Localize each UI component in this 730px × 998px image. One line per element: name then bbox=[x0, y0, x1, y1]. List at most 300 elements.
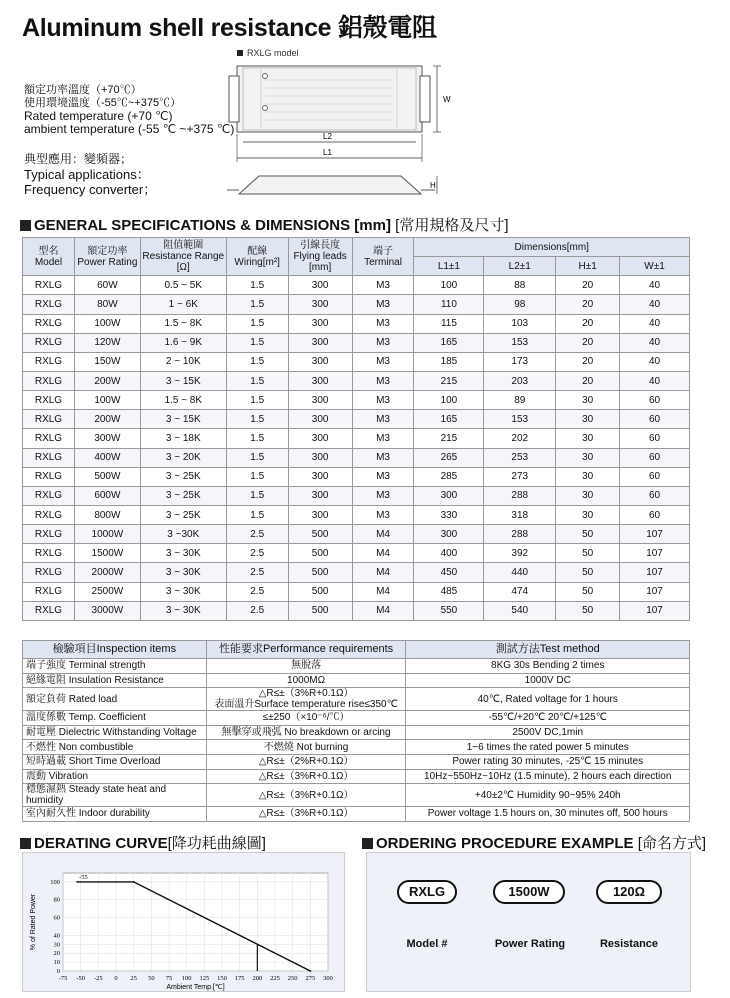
cell-terminal: M3 bbox=[352, 448, 414, 467]
x-tick-label: 25 bbox=[130, 975, 137, 982]
cell-terminal: M4 bbox=[352, 525, 414, 544]
table-row bbox=[23, 601, 690, 620]
cell-inspection-item: 不燃性 Non combustible bbox=[23, 740, 207, 755]
cell-requirement: 無擊穿或飛弧 No breakdown or arcing bbox=[206, 725, 406, 740]
order-model-value: RXLG bbox=[397, 880, 457, 904]
cell-leads: 500 bbox=[288, 601, 352, 620]
col-power-header: 額定功率 Power Rating bbox=[74, 238, 140, 276]
cell-model: RXLG bbox=[23, 295, 75, 314]
cell-resistance: 3 ~ 25K bbox=[140, 467, 226, 486]
cell-power: 800W bbox=[74, 505, 140, 524]
cell-wiring: 1.5 bbox=[226, 486, 288, 505]
table-row bbox=[23, 582, 690, 601]
table-row bbox=[23, 725, 690, 740]
cell-resistance: 3 ~ 25K bbox=[140, 486, 226, 505]
cell-requirement: ≤±250（×10⁻⁶/℃） bbox=[206, 711, 406, 726]
cell-requirement bbox=[206, 688, 406, 711]
dim-l1-label: L1 bbox=[323, 148, 332, 157]
y-tick-label: 80 bbox=[53, 896, 60, 904]
y-tick-label: 10 bbox=[53, 959, 60, 967]
table-row bbox=[23, 467, 690, 486]
table-row bbox=[23, 276, 690, 295]
cell-l2: 253 bbox=[484, 448, 556, 467]
cell-test-method: 40℃, Rated voltage for 1 hours bbox=[406, 688, 690, 711]
cell-power: 3000W bbox=[74, 601, 140, 620]
table-row bbox=[23, 711, 690, 726]
cell-leads: 300 bbox=[288, 352, 352, 371]
order-power-label: Power Rating bbox=[494, 938, 566, 950]
cell-inspection-item: 耐電壓 Dielectric Withstanding Voltage bbox=[23, 725, 207, 740]
test-method-header: 測試方法Test method bbox=[406, 641, 690, 659]
col-dimensions-header: Dimensions[mm] bbox=[414, 238, 690, 257]
table-row bbox=[23, 673, 690, 688]
cell-requirement: 1000MΩ bbox=[206, 673, 406, 688]
inspection-items-header: 檢驗項目Inspection items bbox=[23, 641, 207, 659]
y-tick-label: 40 bbox=[53, 932, 60, 940]
cell-wiring: 1.5 bbox=[226, 352, 288, 371]
spec-table bbox=[22, 237, 690, 621]
cell-leads: 300 bbox=[288, 276, 352, 295]
table-row bbox=[23, 505, 690, 524]
ordering-panel bbox=[366, 852, 691, 992]
table-row bbox=[23, 371, 690, 390]
cell-w: 60 bbox=[620, 410, 690, 429]
cell-resistance: 3 ~ 30K bbox=[140, 563, 226, 582]
cell-wiring: 2.5 bbox=[226, 582, 288, 601]
x-tick-label: 200 bbox=[252, 975, 263, 982]
cell-power: 400W bbox=[74, 448, 140, 467]
cell-l1: 400 bbox=[414, 544, 484, 563]
cell-model: RXLG bbox=[23, 371, 75, 390]
cell-l2: 153 bbox=[484, 333, 556, 352]
x-tick-label: 0 bbox=[114, 975, 118, 982]
applications-block bbox=[24, 152, 156, 197]
cell-l1: 300 bbox=[414, 525, 484, 544]
cell-l1: 215 bbox=[414, 371, 484, 390]
rating-line: Rated temperature (+70 ℃) bbox=[24, 109, 173, 123]
cell-power: 2500W bbox=[74, 582, 140, 601]
derating-chart-panel bbox=[22, 852, 345, 992]
specs-heading: GENERAL SPECIFICATIONS & DIMENSIONS [mm] [常用規格及尺寸] bbox=[20, 214, 509, 235]
cell-leads: 300 bbox=[288, 333, 352, 352]
cell-inspection-item: 溫度係數 Temp. Coefficient bbox=[23, 711, 207, 726]
cell-terminal: M3 bbox=[352, 391, 414, 410]
y-axis-label: % of Rated Power bbox=[30, 893, 37, 951]
application-line: 典型應用：變頻器； bbox=[24, 152, 133, 166]
plot-area bbox=[63, 873, 328, 971]
cell-h: 30 bbox=[556, 486, 620, 505]
table-row bbox=[23, 429, 690, 448]
order-model-label: Model # bbox=[406, 938, 448, 950]
cell-model: RXLG bbox=[23, 352, 75, 371]
cell-terminal: M3 bbox=[352, 410, 414, 429]
bullet-square-icon bbox=[237, 50, 243, 56]
cell-resistance: 1 ~ 6K bbox=[140, 295, 226, 314]
cell-h: 20 bbox=[556, 352, 620, 371]
cell-w: 107 bbox=[620, 525, 690, 544]
cell-l2: 440 bbox=[484, 563, 556, 582]
table-row bbox=[23, 295, 690, 314]
dim-w-label: W bbox=[443, 95, 451, 104]
cell-leads: 300 bbox=[288, 505, 352, 524]
cell-h: 30 bbox=[556, 448, 620, 467]
table-row bbox=[23, 563, 690, 582]
cell-l2: 153 bbox=[484, 410, 556, 429]
cell-test-method: Power voltage 1.5 hours on, 30 minutes off, 500 hours bbox=[406, 807, 690, 822]
cell-l2: 88 bbox=[484, 276, 556, 295]
col-model-header: 型名 Model bbox=[23, 238, 75, 276]
cell-leads: 300 bbox=[288, 429, 352, 448]
application-line: Typical applications： bbox=[24, 167, 150, 182]
cell-power: 100W bbox=[74, 391, 140, 410]
cell-leads: 300 bbox=[288, 295, 352, 314]
cell-terminal: M4 bbox=[352, 544, 414, 563]
annotation-label: -55 bbox=[79, 873, 88, 881]
cell-model: RXLG bbox=[23, 333, 75, 352]
cell-requirement: △R≤±（3%R+0.1Ω） bbox=[206, 807, 406, 822]
cell-leads: 500 bbox=[288, 582, 352, 601]
cell-test-method: 8KG 30s Bending 2 times bbox=[406, 659, 690, 674]
cell-power: 80W bbox=[74, 295, 140, 314]
cell-wiring: 1.5 bbox=[226, 467, 288, 486]
y-tick-label: 60 bbox=[53, 914, 60, 922]
dim-h-label: H bbox=[430, 181, 436, 190]
performance-table bbox=[22, 640, 690, 822]
cell-w: 60 bbox=[620, 467, 690, 486]
dim-l2-label: L2 bbox=[323, 132, 332, 141]
cell-leads: 500 bbox=[288, 525, 352, 544]
cell-wiring: 1.5 bbox=[226, 276, 288, 295]
cell-model: RXLG bbox=[23, 505, 75, 524]
y-tick-label: 30 bbox=[53, 941, 60, 949]
cell-l1: 550 bbox=[414, 601, 484, 620]
cell-l2: 98 bbox=[484, 295, 556, 314]
cell-w: 60 bbox=[620, 486, 690, 505]
cell-w: 60 bbox=[620, 391, 690, 410]
rating-line: 額定功率溫度（+70℃） bbox=[24, 84, 142, 96]
cell-model: RXLG bbox=[23, 448, 75, 467]
cell-test-method: Power rating 30 minutes, -25℃ 15 minutes bbox=[406, 754, 690, 769]
performance-req-header: 性能要求Performance requirements bbox=[206, 641, 406, 659]
cell-power: 1000W bbox=[74, 525, 140, 544]
cell-terminal: M3 bbox=[352, 467, 414, 486]
x-axis-label: Ambient Temp.[℃] bbox=[166, 984, 225, 991]
series-point bbox=[76, 881, 78, 883]
cell-leads: 300 bbox=[288, 391, 352, 410]
table-row bbox=[23, 740, 690, 755]
cell-model: RXLG bbox=[23, 391, 75, 410]
cell-w: 107 bbox=[620, 544, 690, 563]
cell-terminal: M3 bbox=[352, 333, 414, 352]
x-tick-label: 300 bbox=[323, 975, 333, 982]
cell-w: 40 bbox=[620, 333, 690, 352]
cell-power: 200W bbox=[74, 371, 140, 390]
cell-h: 20 bbox=[556, 314, 620, 333]
cell-l2: 474 bbox=[484, 582, 556, 601]
order-resistance-value: 120Ω bbox=[596, 880, 662, 904]
x-tick-label: -50 bbox=[76, 975, 86, 982]
cell-test-method: 1~6 times the rated power 5 minutes bbox=[406, 740, 690, 755]
cell-resistance: 1.6 ~ 9K bbox=[140, 333, 226, 352]
cell-leads: 300 bbox=[288, 467, 352, 486]
cell-power: 500W bbox=[74, 467, 140, 486]
col-leads-header: 引線長度 Flying leads [mm] bbox=[288, 238, 352, 276]
cell-power: 300W bbox=[74, 429, 140, 448]
cell-l2: 89 bbox=[484, 391, 556, 410]
cell-resistance: 0.5 ~ 5K bbox=[140, 276, 226, 295]
cell-wiring: 2.5 bbox=[226, 525, 288, 544]
heading-square-icon bbox=[362, 838, 373, 849]
cell-resistance: 3 ~ 30K bbox=[140, 544, 226, 563]
cell-l1: 215 bbox=[414, 429, 484, 448]
cell-resistance: 3 ~ 18K bbox=[140, 429, 226, 448]
page-title: Aluminum shell resistance 鋁殼電阻 bbox=[22, 14, 437, 42]
cell-terminal: M3 bbox=[352, 371, 414, 390]
cell-l2: 173 bbox=[484, 352, 556, 371]
cell-l1: 100 bbox=[414, 391, 484, 410]
col-w-header: W±1 bbox=[620, 257, 690, 276]
cell-power: 150W bbox=[74, 352, 140, 371]
cell-h: 30 bbox=[556, 391, 620, 410]
cell-terminal: M3 bbox=[352, 276, 414, 295]
col-resistance-header: 阻值範圍 Resistance Range [Ω] bbox=[140, 238, 226, 276]
cell-w: 40 bbox=[620, 295, 690, 314]
cell-model: RXLG bbox=[23, 314, 75, 333]
cell-l2: 273 bbox=[484, 467, 556, 486]
cell-requirement: △R≤±（2%R+0.1Ω） bbox=[206, 754, 406, 769]
cell-power: 120W bbox=[74, 333, 140, 352]
cell-test-method: -55℃/+20℃ 20℃/+125℃ bbox=[406, 711, 690, 726]
application-line: Frequency converter； bbox=[24, 182, 157, 197]
table-row bbox=[23, 448, 690, 467]
cell-resistance: 3 ~ 30K bbox=[140, 601, 226, 620]
derating-heading: DERATING CURVE[降功耗曲線圖] bbox=[20, 832, 266, 853]
table-row bbox=[23, 352, 690, 371]
table-row bbox=[23, 807, 690, 822]
cell-w: 40 bbox=[620, 276, 690, 295]
cell-resistance: 3 ~ 25K bbox=[140, 505, 226, 524]
cell-l2: 540 bbox=[484, 601, 556, 620]
cell-resistance: 3 ~ 30K bbox=[140, 582, 226, 601]
cell-h: 20 bbox=[556, 295, 620, 314]
x-tick-label: 250 bbox=[287, 975, 298, 982]
model-label-text: RXLG model bbox=[247, 48, 299, 58]
cell-l1: 330 bbox=[414, 505, 484, 524]
cell-model: RXLG bbox=[23, 276, 75, 295]
cell-inspection-item: 室內耐久性 Indoor durability bbox=[23, 807, 207, 822]
cell-power: 1500W bbox=[74, 544, 140, 563]
table-row bbox=[23, 314, 690, 333]
cell-resistance: 2 ~ 10K bbox=[140, 352, 226, 371]
cell-w: 40 bbox=[620, 371, 690, 390]
cell-leads: 300 bbox=[288, 371, 352, 390]
cell-l2: 318 bbox=[484, 505, 556, 524]
col-h-header: H±1 bbox=[556, 257, 620, 276]
y-tick-label: 100 bbox=[50, 878, 60, 886]
cell-wiring: 1.5 bbox=[226, 448, 288, 467]
cell-model: RXLG bbox=[23, 429, 75, 448]
cell-l1: 300 bbox=[414, 486, 484, 505]
cell-l2: 203 bbox=[484, 371, 556, 390]
table-row bbox=[23, 525, 690, 544]
col-wiring-header: 配線 Wiring[m²] bbox=[226, 238, 288, 276]
x-tick-label: 225 bbox=[270, 975, 280, 982]
cell-inspection-item: 額定負荷 Rated load bbox=[23, 688, 207, 711]
cell-h: 20 bbox=[556, 371, 620, 390]
cell-terminal: M3 bbox=[352, 295, 414, 314]
cell-model: RXLG bbox=[23, 486, 75, 505]
cell-wiring: 2.5 bbox=[226, 544, 288, 563]
table-row bbox=[23, 544, 690, 563]
cell-line: △R≤±（3%R+0.1Ω） bbox=[258, 688, 354, 700]
cell-requirement: 不燃燒 Not burning bbox=[206, 740, 406, 755]
cell-test-method: 2500V DC,1min bbox=[406, 725, 690, 740]
cell-l2: 103 bbox=[484, 314, 556, 333]
cell-h: 30 bbox=[556, 467, 620, 486]
heading-square-icon bbox=[20, 220, 31, 231]
order-resistance-label: Resistance bbox=[599, 938, 659, 950]
ordering-heading: ORDERING PROCEDURE EXAMPLE [命名方式] bbox=[362, 832, 706, 853]
cell-model: RXLG bbox=[23, 410, 75, 429]
cell-resistance: 3 ~ 15K bbox=[140, 371, 226, 390]
cell-power: 60W bbox=[74, 276, 140, 295]
cell-w: 107 bbox=[620, 563, 690, 582]
cell-terminal: M3 bbox=[352, 314, 414, 333]
cell-inspection-item: 穩態濕熱 Steady state heat and humidity bbox=[23, 784, 207, 807]
cell-l1: 265 bbox=[414, 448, 484, 467]
cell-requirement: △R≤±（3%R+0.1Ω） bbox=[206, 769, 406, 784]
cell-wiring: 1.5 bbox=[226, 410, 288, 429]
model-drawing-label bbox=[237, 48, 299, 58]
cell-power: 200W bbox=[74, 410, 140, 429]
cell-inspection-item: 震動 Vibration bbox=[23, 769, 207, 784]
cell-leads: 500 bbox=[288, 563, 352, 582]
cell-l2: 288 bbox=[484, 525, 556, 544]
cell-l1: 100 bbox=[414, 276, 484, 295]
cell-h: 50 bbox=[556, 544, 620, 563]
table-row bbox=[23, 769, 690, 784]
cell-terminal: M3 bbox=[352, 429, 414, 448]
y-tick-label: 0 bbox=[56, 968, 60, 975]
cell-w: 107 bbox=[620, 601, 690, 620]
cell-l2: 202 bbox=[484, 429, 556, 448]
cell-inspection-item: 絕緣電阻 Insulation Resistance bbox=[23, 673, 207, 688]
cell-resistance: 3 ~ 20K bbox=[140, 448, 226, 467]
cell-power: 100W bbox=[74, 314, 140, 333]
cell-model: RXLG bbox=[23, 582, 75, 601]
cell-requirement: △R≤±（3%R+0.1Ω） bbox=[206, 784, 406, 807]
rating-line: 使用環境溫度（-55℃~+375℃） bbox=[24, 97, 182, 109]
cell-test-method: 1000V DC bbox=[406, 673, 690, 688]
cell-leads: 300 bbox=[288, 448, 352, 467]
cell-wiring: 1.5 bbox=[226, 333, 288, 352]
y-tick-label: 20 bbox=[53, 950, 60, 958]
cell-leads: 300 bbox=[288, 486, 352, 505]
cell-w: 107 bbox=[620, 582, 690, 601]
derating-chart bbox=[23, 853, 344, 991]
cell-model: RXLG bbox=[23, 544, 75, 563]
x-tick-label: 175 bbox=[234, 975, 245, 982]
table-row bbox=[23, 784, 690, 807]
cell-resistance: 3 ~ 15K bbox=[140, 410, 226, 429]
cell-h: 20 bbox=[556, 276, 620, 295]
cell-wiring: 1.5 bbox=[226, 505, 288, 524]
table-row bbox=[23, 391, 690, 410]
cell-terminal: M4 bbox=[352, 601, 414, 620]
cell-inspection-item: 短時過載 Short Time Overload bbox=[23, 754, 207, 769]
cell-wiring: 1.5 bbox=[226, 314, 288, 333]
col-terminal-header: 端子 Terminal bbox=[352, 238, 414, 276]
cell-requirement: 無脫落 bbox=[206, 659, 406, 674]
cell-h: 50 bbox=[556, 525, 620, 544]
cell-wiring: 1.5 bbox=[226, 391, 288, 410]
col-l1-header: L1±1 bbox=[414, 257, 484, 276]
cell-terminal: M4 bbox=[352, 563, 414, 582]
cell-inspection-item: 端子強度 Terminal strength bbox=[23, 659, 207, 674]
cell-wiring: 1.5 bbox=[226, 429, 288, 448]
cell-wiring: 2.5 bbox=[226, 601, 288, 620]
cell-w: 40 bbox=[620, 352, 690, 371]
cell-wiring: 1.5 bbox=[226, 295, 288, 314]
cell-line: 表面溫升Surface temperature rise≤350℃ bbox=[214, 699, 398, 711]
series-point bbox=[133, 881, 135, 883]
x-tick-label: -75 bbox=[58, 975, 68, 982]
rating-text-block bbox=[24, 84, 234, 136]
cell-h: 50 bbox=[556, 563, 620, 582]
order-power-value: 1500W bbox=[493, 880, 565, 904]
x-tick-label: 275 bbox=[305, 975, 316, 982]
x-tick-label: 100 bbox=[181, 975, 192, 982]
cell-test-method: +40±2℃ Humidity 90~95% 240h bbox=[406, 784, 690, 807]
cell-test-method: 10Hz~550Hz~10Hz (1.5 minute), 2 hours each direction bbox=[406, 769, 690, 784]
cell-h: 20 bbox=[556, 333, 620, 352]
cell-wiring: 2.5 bbox=[226, 563, 288, 582]
table-row bbox=[23, 659, 690, 674]
cell-terminal: M4 bbox=[352, 582, 414, 601]
cell-resistance: 1.5 ~ 8K bbox=[140, 391, 226, 410]
cell-terminal: M3 bbox=[352, 352, 414, 371]
cell-w: 40 bbox=[620, 314, 690, 333]
cell-l1: 165 bbox=[414, 333, 484, 352]
cell-l2: 392 bbox=[484, 544, 556, 563]
cell-leads: 300 bbox=[288, 410, 352, 429]
x-tick-label: 75 bbox=[165, 975, 173, 982]
cell-h: 30 bbox=[556, 410, 620, 429]
cell-model: RXLG bbox=[23, 601, 75, 620]
cell-wiring: 1.5 bbox=[226, 371, 288, 390]
cell-terminal: M3 bbox=[352, 505, 414, 524]
resistor-drawing bbox=[225, 58, 455, 208]
cell-l1: 185 bbox=[414, 352, 484, 371]
cell-leads: 500 bbox=[288, 544, 352, 563]
heading-square-icon bbox=[20, 838, 31, 849]
cell-l1: 285 bbox=[414, 467, 484, 486]
cell-l2: 288 bbox=[484, 486, 556, 505]
cell-terminal: M3 bbox=[352, 486, 414, 505]
cell-model: RXLG bbox=[23, 525, 75, 544]
x-tick-label: -25 bbox=[93, 975, 103, 982]
cell-resistance: 3 ~30K bbox=[140, 525, 226, 544]
cell-h: 30 bbox=[556, 429, 620, 448]
cell-model: RXLG bbox=[23, 467, 75, 486]
table-row bbox=[23, 486, 690, 505]
cell-w: 60 bbox=[620, 505, 690, 524]
table-row bbox=[23, 754, 690, 769]
cell-h: 50 bbox=[556, 582, 620, 601]
x-tick-label: 150 bbox=[217, 975, 227, 982]
cell-h: 50 bbox=[556, 601, 620, 620]
rating-line: ambient temperature (-55 ℃ ~+375 ℃) bbox=[24, 122, 235, 136]
